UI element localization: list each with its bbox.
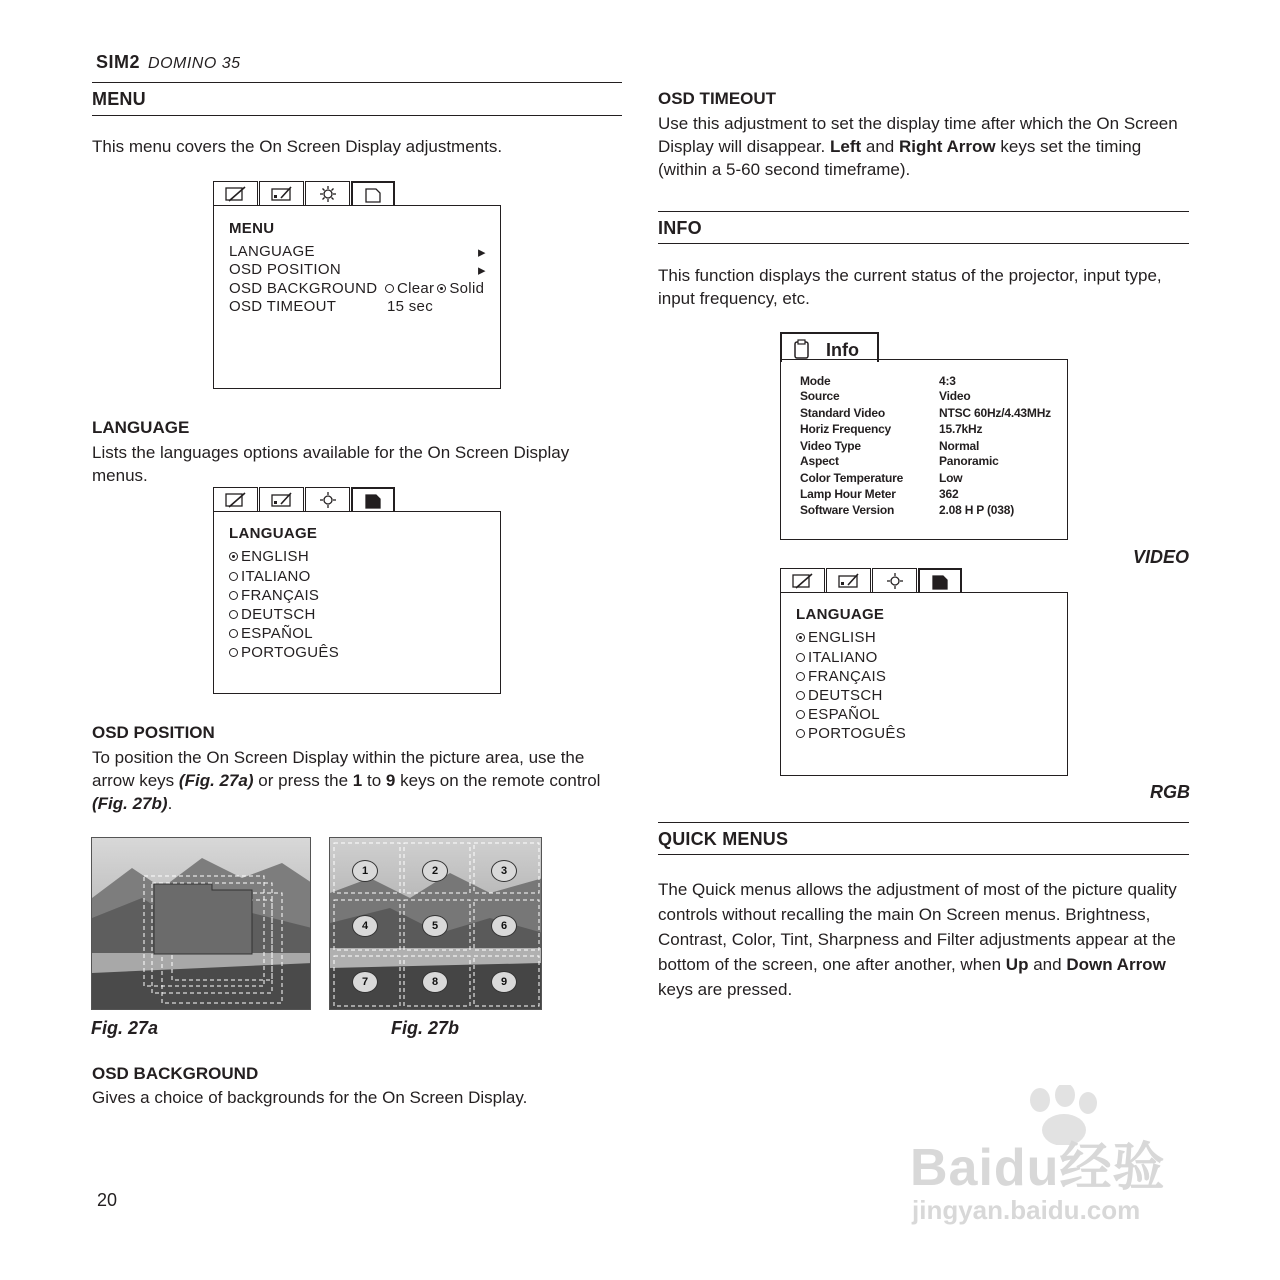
radio-icon xyxy=(229,648,238,657)
picture-tab[interactable] xyxy=(780,568,825,592)
picture-edit-icon xyxy=(223,491,249,509)
lang-label: DEUTSCH xyxy=(808,687,883,704)
osd-background-heading: OSD BACKGROUND xyxy=(92,1064,259,1083)
info-rule xyxy=(658,243,1189,244)
fig-27a-caption: Fig. 27a xyxy=(91,1018,159,1038)
bg-solid-label: Solid xyxy=(449,280,485,297)
menu-item-osd-background[interactable]: OSD BACKGROUND xyxy=(229,280,378,297)
model-name: DOMINO 35 xyxy=(148,55,241,72)
up-key: Up xyxy=(1005,955,1029,974)
left-key: Left xyxy=(829,137,862,156)
info-label: Horiz Frequency xyxy=(800,422,892,436)
header-rule xyxy=(92,82,622,83)
position-text-b: or press the xyxy=(258,771,349,790)
info-clipboard-icon xyxy=(792,339,812,361)
grid-position-1: 1 xyxy=(352,860,378,882)
grid-position-2: 2 xyxy=(422,860,448,882)
radio-icon xyxy=(229,591,238,600)
bg-clear-label: Clear xyxy=(397,280,435,297)
quick-and: and xyxy=(1033,955,1062,974)
settings-tab[interactable] xyxy=(872,568,917,592)
info-label: Video Type xyxy=(800,439,861,453)
brand-name: SIM2 xyxy=(96,52,141,72)
info-label: Source xyxy=(800,389,840,403)
menu-text: This menu covers the On Screen Display adjustments. xyxy=(92,137,503,156)
fig-27b-caption: Fig. 27b xyxy=(391,1018,460,1038)
brand-header xyxy=(96,52,241,73)
picture-edit-icon xyxy=(790,572,816,590)
image-edit-icon xyxy=(836,572,862,590)
quick-rule xyxy=(658,854,1189,855)
position-text-c: to xyxy=(366,771,382,790)
menu-item-osd-position[interactable]: OSD POSITION xyxy=(229,261,341,278)
fig-b-ref: (Fig. 27b) xyxy=(92,794,168,813)
folder-icon xyxy=(363,186,383,204)
video-caption: VIDEO xyxy=(1133,547,1190,567)
info-label: Mode xyxy=(800,374,831,388)
grid-position-5: 5 xyxy=(422,915,448,937)
position-text-e: . xyxy=(167,794,173,813)
lang-option[interactable] xyxy=(229,644,339,661)
gear-icon xyxy=(318,491,338,509)
image-edit-icon xyxy=(269,185,295,203)
lang-label: ESPAÑOL xyxy=(241,625,313,642)
osd-language-title: LANGUAGE xyxy=(229,525,318,542)
menu-item-language[interactable]: LANGUAGE xyxy=(229,243,315,260)
lang-label: ESPAÑOL xyxy=(808,706,880,723)
info-value: Low xyxy=(939,471,963,485)
timeout-and: and xyxy=(865,137,895,156)
lang-option[interactable] xyxy=(229,625,313,642)
timeout-value: 15 sec xyxy=(387,298,433,315)
lang-label: DEUTSCH xyxy=(241,606,316,623)
language-text: Lists the languages options available for the On Screen Display menus. xyxy=(92,443,570,485)
lang-option[interactable] xyxy=(796,706,880,723)
info-label: Aspect xyxy=(800,454,839,468)
grid-position-6: 6 xyxy=(491,915,517,937)
folder-icon xyxy=(930,573,950,591)
arrow-right-icon: ▸ xyxy=(478,244,486,261)
page-number: 20 xyxy=(97,1190,118,1210)
radio-icon xyxy=(796,729,805,738)
radio-icon xyxy=(229,610,238,619)
image-edit-icon xyxy=(269,491,295,509)
quick-top-rule xyxy=(658,822,1189,823)
lang-label: ITALIANO xyxy=(808,649,878,666)
image-tab[interactable] xyxy=(826,568,871,592)
radio-solid[interactable] xyxy=(437,284,446,293)
info-text: This function displays the current status of the projector, input type, input frequency, etc. xyxy=(658,266,1162,308)
position-text-a: To position the On Screen Display within the picture area, use the arrow keys xyxy=(92,748,585,790)
grid-position-7: 7 xyxy=(352,971,378,993)
quick-text-b: keys are pressed. xyxy=(658,980,793,999)
lang-option[interactable] xyxy=(796,687,883,704)
position-text-d: keys on the remote control xyxy=(400,771,601,790)
lang-option[interactable] xyxy=(796,649,878,666)
grid-position-3: 3 xyxy=(491,860,517,882)
info-value: Normal xyxy=(939,439,980,453)
lang-option[interactable] xyxy=(229,606,316,623)
key-9: 9 xyxy=(385,771,396,790)
info-panel xyxy=(780,359,1068,540)
timeout-text-a: Use this adjustment to set the display time after which the On Screen Display will disappear. xyxy=(658,114,1178,156)
osd-position-text xyxy=(92,746,626,815)
info-value: 15.7kHz xyxy=(939,422,983,436)
grid-position-4: 4 xyxy=(352,915,378,937)
quick-menus-text xyxy=(658,877,1190,1002)
watermark-logo: Baidu经验 xyxy=(910,1139,1166,1197)
info-label: Lamp Hour Meter xyxy=(800,487,896,501)
radio-icon xyxy=(796,672,805,681)
arrow-right-icon: ▸ xyxy=(478,262,486,279)
info-value: 2.08 H P (038) xyxy=(939,503,1015,517)
picture-tab[interactable] xyxy=(213,181,258,205)
key-1: 1 xyxy=(352,771,363,790)
menu-tab[interactable] xyxy=(351,181,395,207)
lang-label: ENGLISH xyxy=(241,548,309,565)
fig-27b-image xyxy=(329,837,542,1010)
lang-label: ENGLISH xyxy=(808,629,876,646)
radio-icon xyxy=(229,629,238,638)
menu-heading: MENU xyxy=(92,89,146,109)
quick-menus-heading: QUICK MENUS xyxy=(658,829,789,849)
fig-27a-image xyxy=(91,837,311,1010)
rgb-caption: RGB xyxy=(1150,782,1190,802)
watermark-url: jingyan.baidu.com xyxy=(912,1195,1141,1225)
menu-tab[interactable] xyxy=(351,487,395,513)
info-value: Panoramic xyxy=(939,454,999,468)
info-label: Software Version xyxy=(800,503,895,517)
info-value: 4:3 xyxy=(939,374,956,388)
lang-option[interactable] xyxy=(796,668,886,685)
lang-option[interactable] xyxy=(229,568,311,585)
info-tab-label: Info xyxy=(826,340,859,360)
lang-label: PORTOGUÊS xyxy=(808,725,907,742)
osd-background-text: Gives a choice of backgrounds for the On Screen Display. xyxy=(92,1088,528,1107)
info-heading: INFO xyxy=(658,218,702,238)
osd-timeout-text xyxy=(658,112,1190,181)
osd-timeout-heading: OSD TIMEOUT xyxy=(658,89,777,108)
grid-position-8: 8 xyxy=(422,971,448,993)
osd-position-heading: OSD POSITION xyxy=(92,723,215,742)
radio-icon xyxy=(796,710,805,719)
radio-selected-icon xyxy=(796,633,805,642)
image-tab[interactable] xyxy=(259,487,304,511)
info-value: NTSC 60Hz/4.43MHz xyxy=(939,406,1051,420)
right-arrow-key: Right Arrow xyxy=(899,137,996,156)
fig-a-ref: (Fig. 27a) xyxy=(178,771,254,790)
info-value: 362 xyxy=(939,487,959,501)
timeout-text-b: keys set the timing (within a 5-60 second timeframe). xyxy=(658,137,1142,179)
image-tab[interactable] xyxy=(259,181,304,205)
down-arrow-key: Down Arrow xyxy=(1066,955,1166,974)
picture-edit-icon xyxy=(223,185,249,203)
grid-position-9: 9 xyxy=(491,971,517,993)
menu-tab[interactable] xyxy=(918,568,962,594)
osd-language-title: LANGUAGE xyxy=(796,606,885,623)
bg-options xyxy=(385,280,484,297)
info-label: Color Temperature xyxy=(800,471,904,485)
info-label: Standard Video xyxy=(800,406,885,420)
lang-label: PORTOGUÊS xyxy=(241,644,340,661)
radio-icon xyxy=(796,691,805,700)
lang-label: FRANÇAIS xyxy=(808,668,887,685)
gear-icon xyxy=(318,185,338,203)
info-top-rule xyxy=(658,211,1189,212)
lang-label: ITALIANO xyxy=(241,568,311,585)
lang-option[interactable] xyxy=(796,629,876,646)
osd-menu-title: MENU xyxy=(229,220,275,237)
picture-tab[interactable] xyxy=(213,487,258,511)
radio-icon xyxy=(229,572,238,581)
lang-option[interactable] xyxy=(229,587,319,604)
info-tab[interactable] xyxy=(780,332,879,362)
info-value: Video xyxy=(939,389,971,403)
radio-icon xyxy=(796,653,805,662)
folder-icon xyxy=(363,492,383,510)
language-heading: LANGUAGE xyxy=(92,418,190,437)
lang-option[interactable] xyxy=(796,725,906,742)
lang-label: FRANÇAIS xyxy=(241,587,320,604)
radio-selected-icon xyxy=(229,552,238,561)
settings-tab[interactable] xyxy=(305,181,350,205)
menu-rule xyxy=(92,115,622,116)
landscape-photo xyxy=(92,838,311,1010)
lang-option[interactable] xyxy=(229,548,309,565)
quick-text-a: The Quick menus allows the adjustment of most of the picture quality controls without recalling the main On Screen menus. Brightness, Contrast, Color, Tint, Sharpness and Filter adjustments appear at the bottom of the screen, one after another, when xyxy=(658,880,1177,974)
menu-item-osd-timeout[interactable]: OSD TIMEOUT xyxy=(229,298,337,315)
settings-tab[interactable] xyxy=(305,487,350,511)
radio-clear[interactable] xyxy=(385,284,394,293)
gear-icon xyxy=(885,572,905,590)
